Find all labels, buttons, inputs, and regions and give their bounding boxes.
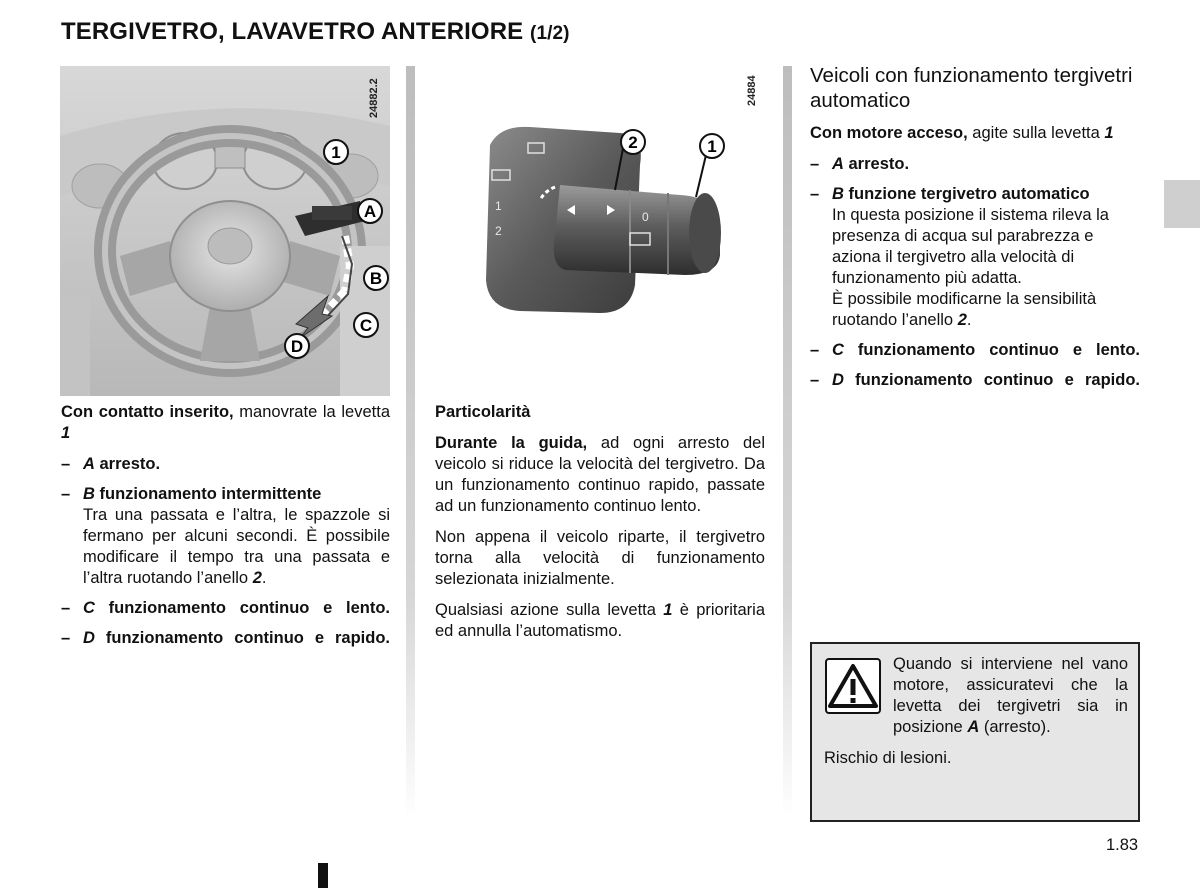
callout-d-label: D [290,337,304,356]
figure-code-middle: 24884 [746,75,758,106]
right-intro-bold: Con motore acceso, [810,124,968,142]
column-divider-right [783,66,792,820]
column-divider-left [406,66,415,820]
footer-mark [318,863,328,888]
right-item-d-letter: D [832,371,844,389]
right-item-a: – A arresto. [810,155,910,173]
left-item-a: – A arresto. [61,455,161,473]
right-item-a-label: arresto. [843,155,910,173]
callout-1 [322,138,350,166]
left-item-c: – C funzionamento continuo e lento. [61,599,390,617]
page-title-main: TERGIVETRO, LAVAVETRO ANTERIORE [61,18,524,45]
right-intro-rest: agite sulla levetta [967,124,1105,142]
right-intro-ref: 1 [1104,124,1114,142]
left-item-b-label: funzionamento intermittente [94,485,322,503]
left-text-column [61,402,390,658]
wiper-stalk-figure [470,115,740,320]
callout-b [362,264,390,292]
left-intro-bold: Con contatto inserito, [61,403,234,421]
figure-code-left: 24882.2 [368,78,380,118]
right-item-b-ref: 2 [957,311,967,329]
page-number: 1.83 [1106,836,1139,854]
middle-p2: Non appena il veicolo riparte, il tergivetro torna alla velocità di funzionamento selezionata inizialmente. [435,528,765,588]
callout-d [283,332,311,360]
warning-text [893,654,1128,738]
callout-c [352,311,380,339]
callout-2-label: 2 [628,133,638,152]
left-intro-rest: manovrate la levetta [233,403,391,421]
left-item-b-tail: . [261,569,267,587]
left-intro [61,402,390,444]
left-item-a-letter: A [83,455,95,473]
callout-1-stalk [697,131,727,161]
callout-a [356,197,384,225]
middle-p3-b: è prioritaria ed annulla l’automatismo. [435,601,765,640]
warning-text-ref: A [967,718,980,736]
right-item-b-text: In questa posizione il sistema rileva la presenza di acqua sul parabrezza e aziona il tergivetro alla velocità di funzionamento più adatta. [832,206,1109,287]
warning-triangle-icon [825,658,881,714]
callout-c-label: C [359,316,373,335]
callout-2 [618,127,648,157]
chapter-side-tab [1164,180,1200,228]
page-title [61,18,570,46]
steering-wheel-figure [60,66,390,396]
right-item-b-letter: B [832,185,844,203]
middle-text-column [435,402,765,652]
left-item-b: – B funzionamento intermittente Tra una passata e l’altra, le spazzole si fermano per alcuni secondi. È possibile modificare il tempo tra una passata e l’altra ruotando l’anello 2. [61,485,390,587]
page-title-part: (1/2) [530,23,570,44]
callout-a-label: A [363,202,377,221]
right-text-column [810,63,1140,400]
warning-risk: Rischio di lesioni. [824,749,952,767]
callout-1-stalk-label: 1 [707,137,717,156]
svg-text:1: 1 [495,199,502,213]
steering-wheel-illustration [60,66,390,396]
right-intro [810,123,1140,144]
right-item-b-label: funzione tergivetro automatico [843,185,1090,203]
left-item-b-desc: Tra una passata e l’altra, le spazzole si fermano per alcuni secondi. È possibile modificare il tempo tra una passata e l’altra ruotando l’anello [83,506,390,587]
svg-text:2: 2 [495,224,502,238]
right-item-b: – B funzione tergivetro automatico In questa posizione il sistema rileva la presenza di acqua sul parabrezza e aziona il tergivetro alla velocità di funzionamento più adatta. È possibile modificarne la sensibilità ruotando l’anello 2. [810,184,1140,331]
middle-heading: Particolarità [435,403,531,421]
svg-text:0: 0 [642,210,649,224]
right-item-a-letter: A [832,155,844,173]
middle-p1-bold: Durante la guida, [435,434,588,452]
left-item-d-letter: D [83,629,95,647]
left-item-b-ref: 2 [252,569,262,587]
middle-p3-ref: 1 [663,601,673,619]
left-item-c-letter: C [83,599,95,617]
middle-p1 [435,433,765,517]
warning-box [810,642,1140,822]
right-item-d-label: funzionamento continuo e rapido. [843,371,1140,389]
right-item-c: – C funzionamento continuo e lento. [810,341,1140,359]
callout-b-label: B [369,269,383,288]
left-item-b-text [83,505,390,589]
middle-p1-rest: ad ogni arresto del veicolo si riduce la velocità del tergivetro. Da un funzionamento continuo rapido, passate ad un funzionamento continuo lento. [435,434,765,515]
right-item-d: – D funzionamento continuo e rapido. [810,371,1140,389]
right-item-b-tail: . [966,311,972,329]
right-item-b-text2-a: È possibile modificarne la sensibilità ruotando l’anello [832,290,1097,329]
left-intro-ref: 1 [61,424,71,442]
left-item-a-label: arresto. [94,455,161,473]
warning-text-a: Quando si interviene nel vano motore, assicuratevi che la levetta dei tergivetri sia in posizione [893,655,1128,736]
left-item-d-label: funzionamento continuo e rapido. [94,629,390,647]
right-item-c-letter: C [832,341,844,359]
left-item-c-label: funzionamento continuo e lento. [94,599,390,617]
middle-p3 [435,600,765,642]
warning-text-b: (arresto). [979,718,1051,736]
left-item-d: – D funzionamento continuo e rapido. [61,629,390,647]
left-item-b-letter: B [83,485,95,503]
middle-p3-a: Qualsiasi azione sulla levetta [435,601,664,619]
right-item-b-text2 [832,289,1140,331]
right-item-c-label: funzionamento continuo e lento. [843,341,1140,359]
callout-1-label: 1 [331,143,341,162]
right-heading: Veicoli con funzionamento tergivetri automatico [810,64,1133,112]
